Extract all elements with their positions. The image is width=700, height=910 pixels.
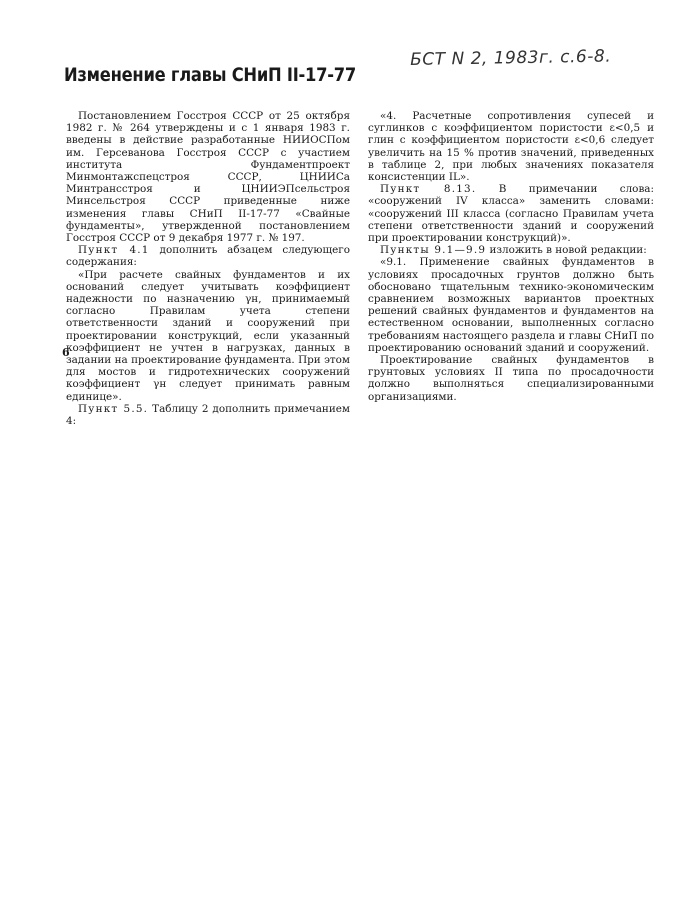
item-text: В примечании слова: «сооружений IV класса» заменить словами: «сооружений III класса (согласно Правилам учета степени ответственности зданий и сооружений при проектировании конструкций)». (368, 183, 654, 245)
item-lead: Пункт 4.1 (78, 244, 150, 257)
left-column (66, 110, 350, 427)
paragraph-items-9-1-9-9 (368, 244, 654, 256)
handwritten-reference-note: БСТ N 2, 1983г. с.6-8. (410, 46, 612, 70)
item-lead: Пункт 8.13. (380, 183, 477, 196)
item-lead: Пункты 9.1—9.9 (380, 244, 487, 257)
page-title: Изменение главы СНиП II-17-77 (64, 64, 357, 86)
paragraph-design-requirement: Проектирование свайных фундаментов в грунтовых условиях II типа по просадочности должно выполняться специализированными организациями. (368, 354, 654, 403)
page-number: 6 (62, 346, 70, 359)
item-lead: Пункт 5.5. (78, 402, 149, 415)
item-text: дополнить абзацем следующего содержания: (66, 244, 350, 269)
paragraph-item-5-5 (66, 403, 350, 427)
paragraph-note-4: «4. Расчетные сопротивления супесей и суглинков с коэффициентом пористости ε<0,5 и глин с коэффициентом пористости ε<0,6 следует увеличить на 15 % против значений, приведенных в таблице 2, при любых значениях показателя консистенции IL». (368, 110, 654, 184)
paragraph-item-8-13 (368, 183, 654, 244)
right-column (368, 110, 654, 403)
paragraph-reliability-coefficient: «При расчете свайных фундаментов и их оснований следует учитывать коэффициент надежности по назначению γн, принимаемый согласно Правилам учета степени ответственности зданий и сооружений при проектировании конструкций, если указанный коэффициент не учтен в нагрузках, данных в задании на проектирование фундамента. При этом для мостов и гидротехнических сооружений коэффициент γн следует принимать равным единице». (66, 268, 350, 403)
paragraph-item-9-1: «9.1. Применение свайных фундаментов в условиях просадочных грунтов должно быть обосновано тщательным технико-экономическим сравнением возможных вариантов проектных решений свайных фундаментов и фундаментов на естественном основании, выполненных согласно требованиям настоящего раздела и главы СНиП по проектированию оснований зданий и сооружений. (368, 256, 654, 354)
item-text: изложить в новой редакции: (486, 244, 647, 257)
paragraph-resolution: Постановлением Госстроя СССР от 25 октября 1982 г. № 264 утверждены и с 1 января 1983 г. введены в действие разработанные НИИОСПом им. Герсеванова Госстроя СССР с участием института Фундаментпроект Минмонтажспецстроя СССР, ЦНИИСа Минтрансстроя и ЦНИИЭПсельстроя Минсельстроя СССР приведенные ниже изменения главы СНиП II-17-77 «Свайные фундаменты», утвержденной постановлением Госстроя СССР от 9 декабря 1977 г. № 197. (66, 110, 350, 245)
paragraph-item-4-1 (66, 244, 350, 268)
item-text: Таблицу 2 дополнить примечанием 4: (66, 402, 350, 428)
